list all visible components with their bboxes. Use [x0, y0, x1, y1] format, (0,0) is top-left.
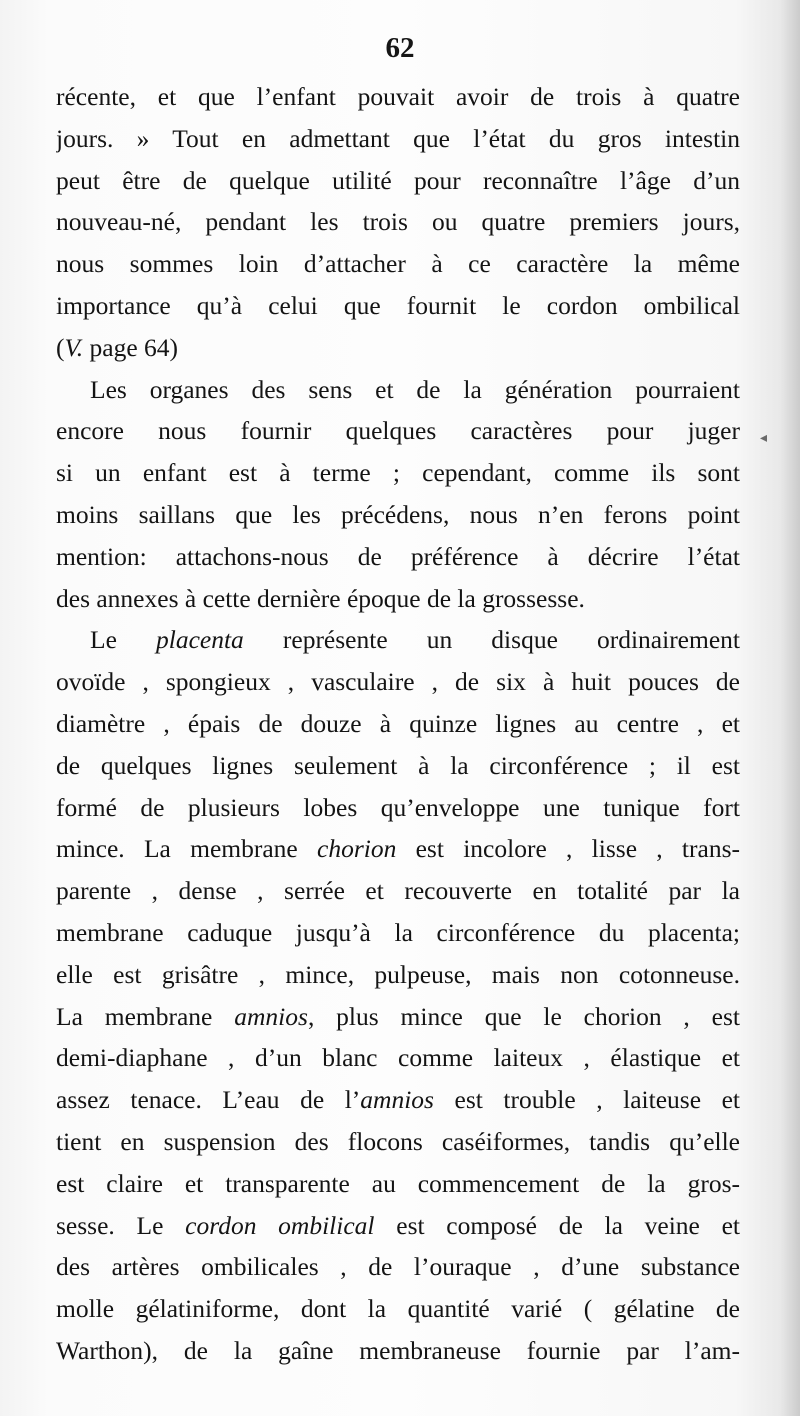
text-segment: parente , dense , serrée et recouverte en totalité par la — [56, 876, 740, 906]
text-segment: elle est grisâtre , mince, pulpeuse, mais non cotonneuse. — [56, 959, 740, 989]
text-segment: moins saillans que les précédens, nous n’en ferons point — [56, 499, 740, 529]
text-line — [56, 536, 740, 578]
page-edge-shadow — [780, 0, 800, 1416]
text-line — [56, 494, 740, 536]
text-line — [56, 954, 740, 996]
italic-text: cordon ombilical — [185, 1210, 375, 1240]
text-segment: des annexes à cette dernière époque de la grossesse. — [56, 583, 585, 613]
text-segment: est trouble , laiteuse et — [433, 1085, 740, 1115]
text-segment: peut être de quelque utilité pour reconnaître l’âge d’un — [56, 165, 740, 195]
text-line — [56, 870, 740, 912]
body-text — [56, 76, 740, 1372]
text-segment: est claire et transparente au commencement de la gros- — [56, 1168, 740, 1198]
text-line — [56, 160, 740, 202]
text-segment: représente un disque ordinairement — [243, 625, 740, 655]
text-line — [56, 369, 740, 411]
text-line — [56, 1205, 740, 1247]
text-segment: mince. La membrane — [56, 834, 318, 864]
text-line — [56, 243, 740, 285]
text-line — [56, 787, 740, 829]
text-segment: La membrane — [56, 1001, 235, 1031]
text-segment: sesse. Le — [56, 1210, 186, 1240]
text-segment: nous sommes loin d’attacher à ce caractère la même — [56, 249, 740, 279]
text-line — [56, 1288, 740, 1330]
text-segment: de quelques lignes seulement à la circonférence ; il est — [56, 750, 740, 780]
italic-text: amnios — [360, 1085, 434, 1115]
text-line — [56, 327, 740, 369]
text-segment: des artères ombilicales , de l’ouraque , d’une substance — [56, 1252, 740, 1282]
text-line — [56, 118, 740, 160]
text-line — [56, 619, 740, 661]
text-segment: encore nous fournir quelques caractères pour juger — [56, 416, 740, 446]
text-line — [56, 1079, 740, 1121]
text-segment: Warthon), de la gaîne membraneuse fournie par l’am- — [56, 1335, 740, 1365]
text-segment: demi-diaphane , d’un blanc comme laiteux , élastique et — [56, 1043, 740, 1073]
text-segment: page 64) — [83, 332, 179, 362]
text-line — [56, 76, 740, 118]
page-number: 62 — [385, 32, 415, 64]
text-line — [56, 996, 740, 1038]
text-line — [56, 1330, 740, 1372]
text-line — [56, 912, 740, 954]
text-segment: si un enfant est à terme ; cependant, comme ils sont — [56, 458, 740, 488]
text-segment: est incolore , lisse , trans- — [396, 834, 740, 864]
margin-mark: ◂ — [760, 430, 768, 446]
text-segment: Les organes des sens et de la génération pourraient — [90, 374, 740, 404]
text-line — [56, 410, 740, 452]
italic-text: V. — [64, 332, 84, 362]
text-segment: assez tenace. L’eau de l’ — [56, 1085, 361, 1115]
text-line — [56, 578, 740, 620]
text-segment: ( — [56, 332, 65, 362]
text-line — [56, 201, 740, 243]
italic-text: placenta — [155, 625, 244, 655]
text-segment: membrane caduque jusqu’à la circonférence du placenta; — [56, 917, 740, 947]
text-line — [56, 661, 740, 703]
text-line — [56, 1121, 740, 1163]
text-line — [56, 452, 740, 494]
text-segment: diamètre , épais de douze à quinze lignes au centre , et — [56, 708, 740, 738]
text-segment: est composé de la veine et — [374, 1210, 740, 1240]
text-line — [56, 1037, 740, 1079]
text-segment: récente, et que l’enfant pouvait avoir de trois à quatre — [56, 82, 740, 111]
text-segment: , plus mince que le chorion , est — [307, 1001, 740, 1031]
text-segment: importance qu’à celui que fournit le cordon ombilical — [56, 290, 740, 320]
text-segment: formé de plusieurs lobes qu’enveloppe une tunique fort — [56, 792, 740, 822]
text-segment: Le — [90, 625, 156, 655]
text-segment: jours. » Tout en admettant que l’état du gros intestin — [56, 123, 740, 153]
text-line — [56, 745, 740, 787]
text-segment: mention: attachons-nous de préférence à décrire l’état — [56, 541, 740, 571]
text-segment: ovoïde , spongieux , vasculaire , de six à huit pouces de — [56, 667, 740, 697]
italic-text: amnios — [234, 1001, 308, 1031]
text-segment: tient en suspension des flocons caséiformes, tandis qu’elle — [56, 1126, 740, 1156]
text-line — [56, 1163, 740, 1205]
text-line — [56, 703, 740, 745]
italic-text: chorion — [317, 834, 397, 864]
text-line — [56, 285, 740, 327]
text-line — [56, 828, 740, 870]
text-segment: nouveau-né, pendant les trois ou quatre premiers jours, — [56, 207, 740, 237]
text-segment: molle gélatiniforme, dont la quantité varié ( gélatine de — [56, 1294, 740, 1324]
text-line — [56, 1246, 740, 1288]
